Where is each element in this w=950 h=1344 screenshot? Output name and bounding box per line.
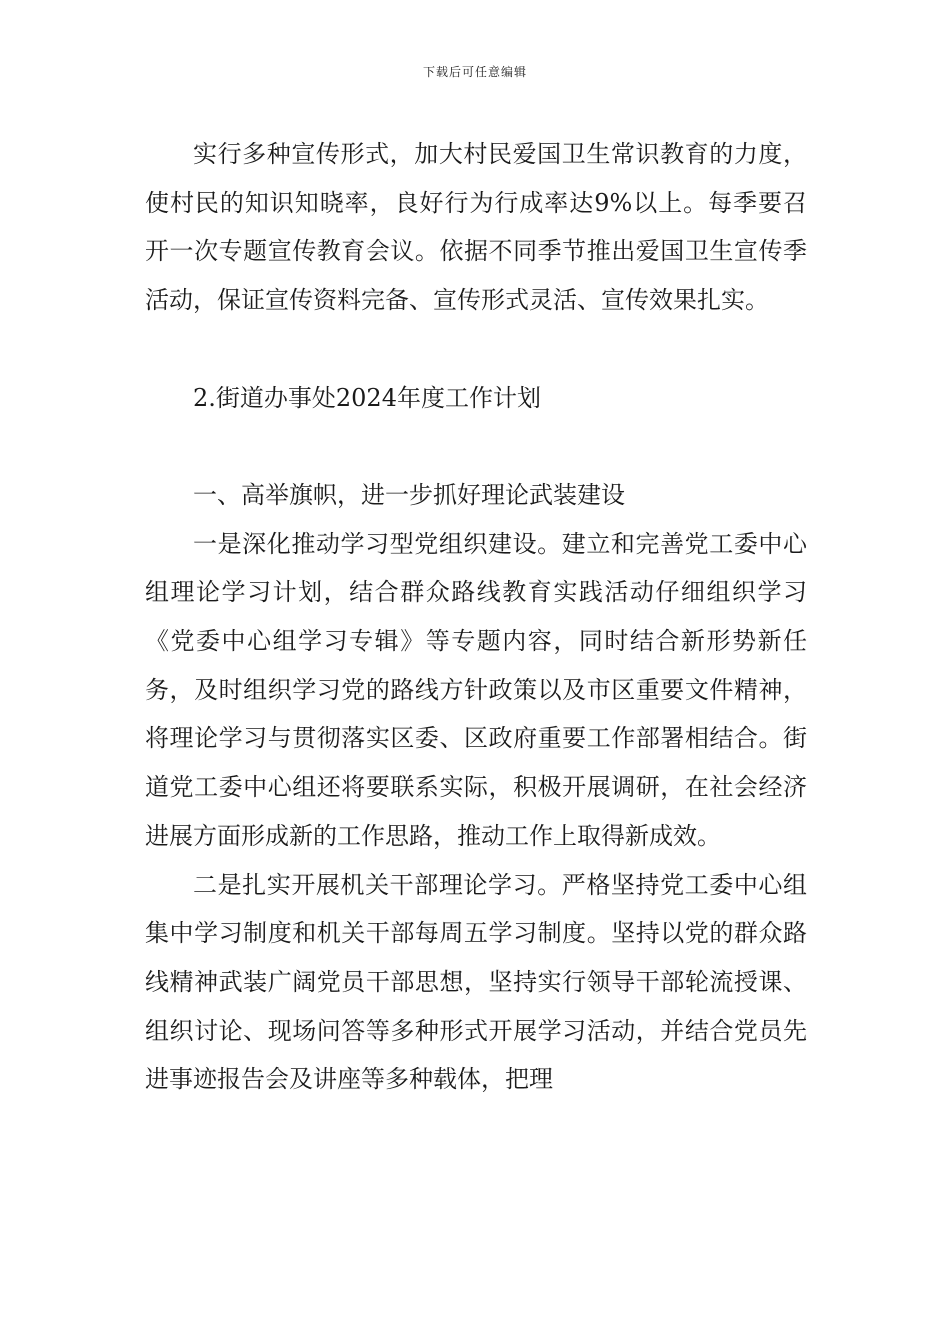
paragraph-learning-party-org: 一是深化推动学习型党组织建设。建立和完善党工委中心组理论学习计划，结合群众路线教育实践活动仔细组织学习《党委中心组学习专辑》等专题内容，同时结合新形势新任务，及时组织学习党的路线方针政策以及市区重要文件精神，将理论学习与贯彻落实区委、区政府重要工作部署相结合。街道党工委中心组还将要联系实际，积极开展调研，在社会经济进展方面形成新的工作思路，推动工作上取得新成效。 — [145, 529, 807, 850]
paragraph-cadre-study: 二是扎实开展机关干部理论学习。严格坚持党工委中心组集中学习制度和机关干部每周五学习制度。坚持以党的群众路线精神武装广阔党员干部思想，坚持实行领导干部轮流授课、组织讨论、现场问答等多种形式开展学习活动，并结合党员先进事迹报告会及讲座等多种载体，把理 — [145, 870, 807, 1094]
page-header: 下载后可任意编辑 — [422, 65, 527, 79]
section-title: 2.街道办事处2024年度工作计划 — [193, 383, 541, 412]
blank-line — [145, 422, 807, 471]
blank-line — [145, 325, 807, 374]
heading-theory-arming: 一、高举旗帜，进一步抓好理论武装建设 — [193, 480, 625, 509]
document-body — [145, 130, 807, 1104]
paragraph-hygiene-propaganda: 实行多种宣传形式，加大村民爱国卫生常识教育的力度，使村民的知识知晓率，良好行为行成率达9%以上。每季要召开一次专题宣传教育会议。依据不同季节推出爱国卫生宣传季活动，保证宣传资料完备、宣传形式灵活、宣传效果扎实。 — [145, 140, 807, 315]
